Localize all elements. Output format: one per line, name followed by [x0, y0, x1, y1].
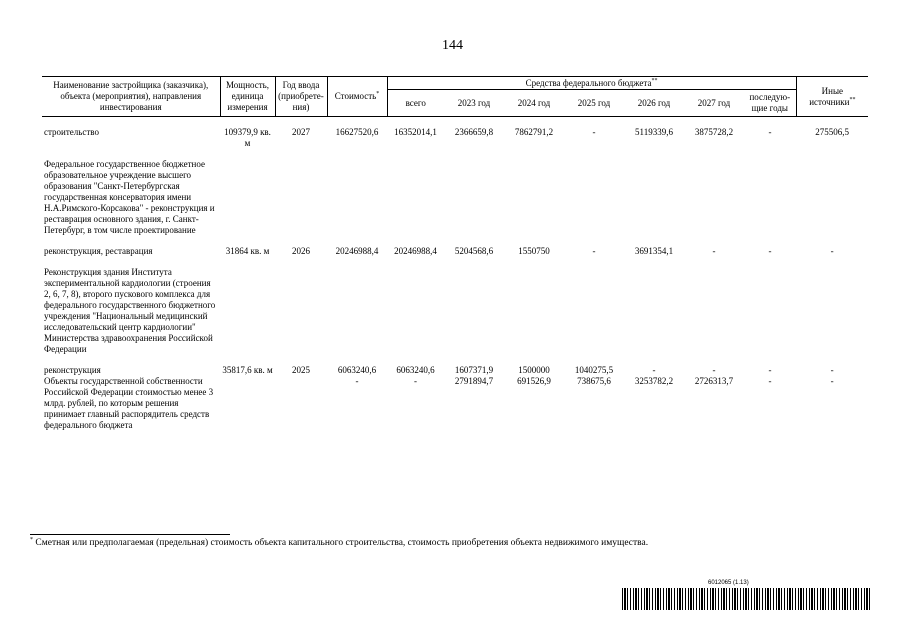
row-other: - [830, 365, 834, 375]
row-2024: 691526,9 [517, 376, 551, 386]
row-cost: 6063240,6 [337, 365, 377, 375]
header-2024: 2024 год [504, 90, 564, 117]
row-2023: 2791894,7 [454, 376, 494, 386]
row-year: 2025 [292, 365, 310, 375]
row-2024: 1500000 [518, 365, 550, 375]
row-later: - [768, 246, 772, 256]
row-later: - [768, 376, 772, 386]
row-capacity [220, 376, 275, 431]
header-capacity: Мощность, единица измерения [220, 77, 275, 117]
header-year: Год ввода (приобрете-ния) [275, 77, 327, 117]
header-cost: Стоимость* [327, 77, 387, 117]
table-row [42, 127, 868, 149]
row-other: 275506,5 [815, 127, 849, 137]
row-2026: - [652, 365, 656, 375]
row-name: строительство [44, 127, 99, 137]
table-row [42, 267, 868, 355]
table-row [42, 365, 868, 376]
row-2025: 738675,6 [577, 376, 611, 386]
row-2025: - [592, 127, 596, 137]
row-2023: 2366659,8 [454, 127, 494, 137]
table-row [42, 159, 868, 236]
federal-budget-table [42, 76, 868, 431]
row-2026: 5119339,6 [635, 127, 673, 137]
row-year [275, 376, 327, 431]
row-total: 16352014,1 [394, 127, 437, 137]
row-later: - [768, 365, 772, 375]
row-2023: 1607371,9 [454, 365, 494, 375]
header-2026: 2026 год [624, 90, 684, 117]
row-year: 2027 [292, 127, 310, 137]
header-2027: 2027 год [684, 90, 744, 117]
row-name: реконструкция, реставрация [44, 246, 153, 256]
row-2027: 2726313,7 [694, 376, 734, 386]
header-later: последую-щие годы [744, 90, 796, 117]
barcode-image [622, 588, 872, 610]
row-total: 20246988,4 [394, 246, 437, 256]
footnote-divider [30, 534, 230, 535]
header-2023: 2023 год [444, 90, 504, 117]
header-name: Наименование застройщика (заказчика), объекта (мероприятия), направления инвестирования [42, 77, 220, 117]
row-capacity: 109379,9 кв. м [224, 127, 271, 148]
row-other: - [830, 246, 834, 256]
footnote: * Сметная или предполагаемая (предельная) стоимость объекта капитального строительства, стоимость приобретения объекта недвижимого имущества. [30, 536, 649, 548]
row-2026: 3691354,1 [634, 246, 674, 256]
row-2025: 1040275,5 [574, 365, 614, 375]
row-total: 6063240,6 [396, 365, 435, 375]
row-cost: - [355, 376, 359, 386]
row-later: - [768, 127, 772, 137]
row-2025: - [592, 246, 596, 256]
page-number: 144 [442, 38, 463, 53]
header-federal: Средства федерального бюджета** [387, 77, 796, 90]
header-total: всего [387, 90, 444, 117]
header-other: Иные источники** [796, 77, 868, 117]
row-2027: 3875728,2 [694, 127, 734, 137]
table-row [42, 376, 868, 431]
row-2023: 5204568,6 [454, 246, 494, 256]
row-total: - [414, 376, 417, 386]
row-2027: - [712, 365, 716, 375]
barcode-caption: 6012065 (1.13) [708, 580, 749, 586]
row-name: реконструкция [44, 365, 101, 375]
row-year: 2026 [292, 246, 310, 256]
row-capacity: 35817,6 кв. м [222, 365, 273, 375]
row-2026: 3253782,2 [634, 376, 674, 386]
row-cost: 16627520,6 [335, 127, 379, 137]
row-cost: 20246988,4 [335, 246, 379, 256]
row-other: - [830, 376, 834, 386]
table-row [42, 246, 868, 257]
header-2025: 2025 год [564, 90, 624, 117]
row-name: Федеральное государственное бюджетное образовательное учреждение высшего образования "Санкт-Петербургская государственная консерватория имени Н.А.Римского-Корсакова" - реконструкция и реставрация основного здания, г. Санкт-Петербург, в том числе проектирование [44, 159, 215, 235]
row-name: Реконструкция здания Института экспериментальной кардиологии (строения 2, 6, 7, 8), второго пускового комплекса для федерального государственного бюджетного учреждения "Национальный медицинский исследовательский центр кардиологии" Министерства здравоохранения Российской Федерации [44, 267, 216, 354]
row-name: Объекты государственной собственности Российской Федерации стоимостью менее 3 млрд. рублей, по которым решения принимает главный распорядитель средств федерального бюджета [44, 376, 214, 430]
row-2024: 7862791,2 [514, 127, 554, 137]
row-2024: 1550750 [518, 246, 550, 256]
row-capacity: 31864 кв. м [225, 246, 270, 256]
row-2027: - [712, 246, 716, 256]
